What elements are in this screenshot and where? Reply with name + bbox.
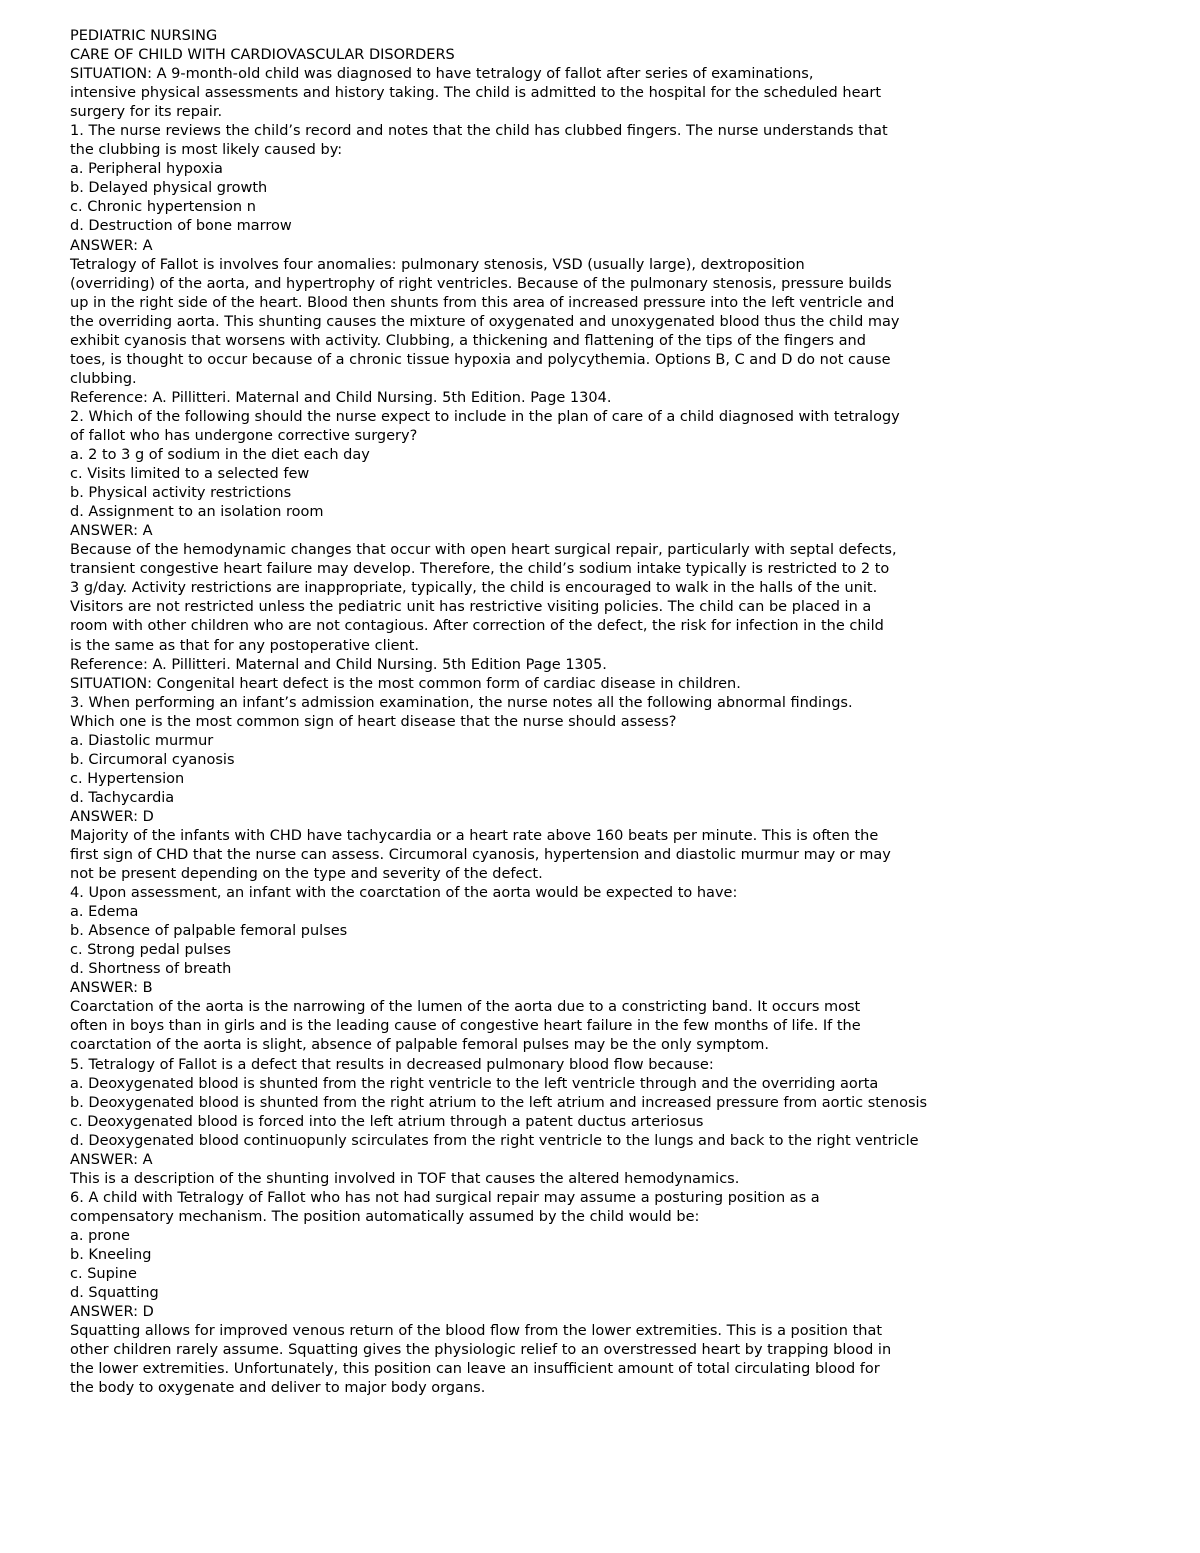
text-line: b. Deoxygenated blood is shunted from the right atrium to the left atrium and increased pressure from aortic stenosis (70, 1094, 928, 1111)
text-line: a. Edema (70, 904, 139, 921)
text-line: d. Squatting (70, 1285, 159, 1302)
text-line: CARE OF CHILD WITH CARDIOVASCULAR DISORDERS (70, 47, 455, 64)
text-line: a. Deoxygenated blood is shunted from the right ventricle to the left ventricle through and the overriding aorta (70, 1075, 879, 1092)
text-line: first sign of CHD that the nurse can assess. Circumoral cyanosis, hypertension and diastolic murmur may or may (70, 847, 891, 864)
text-line: the lower extremities. Unfortunately, this position can leave an insufficient amount of total circulating blood for (70, 1361, 880, 1378)
text-line: SITUATION: A 9-month-old child was diagnosed to have tetralogy of fallot after series of examinations, (70, 66, 814, 83)
text-line: Squatting allows for improved venous return of the blood flow from the lower extremities. This is a position that (70, 1323, 883, 1340)
text-line: (overriding) of the aorta, and hypertrophy of right ventricles. Because of the pulmonary stenosis, pressure builds (70, 275, 892, 292)
text-line: Because of the hemodynamic changes that occur with open heart surgical repair, particularly with septal defects, (70, 542, 897, 559)
text-line: c. Strong pedal pulses (70, 942, 231, 959)
text-line: clubbing. (70, 370, 137, 387)
text-line: b. Delayed physical growth (70, 180, 268, 197)
text-line: Reference: A. Pillitteri. Maternal and Child Nursing. 5th Edition. Page 1304. (70, 389, 612, 406)
text-line: 3. When performing an infant’s admission examination, the nurse notes all the following abnormal findings. (70, 694, 853, 711)
text-line: This is a description of the shunting involved in TOF that causes the altered hemodynamics. (70, 1170, 740, 1187)
text-line: c. Visits limited to a selected few (70, 466, 310, 483)
text-line: surgery for its repair. (70, 104, 223, 121)
text-line: c. Chronic hypertension n (70, 199, 256, 216)
text-line: not be present depending on the type and severity of the defect. (70, 866, 543, 883)
text-line: intensive physical assessments and history taking. The child is admitted to the hospital for the scheduled heart (70, 85, 882, 102)
text-line: ANSWER: D (70, 1304, 154, 1321)
text-line: ANSWER: A (70, 237, 153, 254)
text-line: c. Supine (70, 1266, 137, 1283)
text-line: the body to oxygenate and deliver to major body organs. (70, 1380, 486, 1397)
text-line: ANSWER: A (70, 1151, 153, 1168)
text-line: a. 2 to 3 g of sodium in the diet each day (70, 447, 370, 464)
text-line: 6. A child with Tetralogy of Fallot who has not had surgical repair may assume a posturing position as a (70, 1189, 820, 1206)
text-line: 3 g/day. Activity restrictions are inappropriate, typically, the child is encouraged to walk in the halls of the unit. (70, 580, 878, 597)
text-line: the clubbing is most likely caused by: (70, 142, 343, 159)
text-line: Tetralogy of Fallot is involves four anomalies: pulmonary stenosis, VSD (usually large), dextroposition (70, 256, 805, 273)
text-line: c. Hypertension (70, 770, 185, 787)
text-line: d. Assignment to an isolation room (70, 504, 324, 521)
text-line: d. Deoxygenated blood continuopunly scirculates from the right ventricle to the lungs and back to the right ventricle (70, 1132, 919, 1149)
text-line: d. Tachycardia (70, 789, 175, 806)
text-line: b. Circumoral cyanosis (70, 751, 235, 768)
text-line: b. Physical activity restrictions (70, 485, 292, 502)
text-line: PEDIATRIC NURSING (70, 28, 218, 44)
text-line: a. Peripheral hypoxia (70, 161, 223, 178)
document-body (70, 27, 1180, 1398)
text-line: 1. The nurse reviews the child’s record and notes that the child has clubbed fingers. The nurse understands that (70, 123, 888, 140)
text-line: 2. Which of the following should the nurse expect to include in the plan of care of a child diagnosed with tetralogy (70, 408, 900, 425)
text-line: Coarctation of the aorta is the narrowing of the lumen of the aorta due to a constricting band. It occurs most (70, 999, 861, 1016)
text-line: b. Absence of palpable femoral pulses (70, 923, 348, 940)
text-line: d. Destruction of bone marrow (70, 218, 292, 235)
text-line: is the same as that for any postoperative client. (70, 637, 420, 654)
text-line: c. Deoxygenated blood is forced into the left atrium through a patent ductus arteriosus (70, 1113, 704, 1130)
text-line: d. Shortness of breath (70, 961, 232, 978)
text-line: exhibit cyanosis that worsens with activity. Clubbing, a thickening and flattening of the tips of the fingers and (70, 332, 866, 349)
text-line: Majority of the infants with CHD have tachycardia or a heart rate above 160 beats per minute. This is often the (70, 827, 879, 844)
text-line: a. prone (70, 1227, 130, 1244)
text-line: other children rarely assume. Squatting gives the physiologic relief to an overstressed heart by trapping blood in (70, 1342, 892, 1359)
text-line: a. Diastolic murmur (70, 732, 214, 749)
text-line: ANSWER: A (70, 523, 153, 540)
text-line: Reference: A. Pillitteri. Maternal and Child Nursing. 5th Edition Page 1305. (70, 656, 607, 673)
text-line: SITUATION: Congenital heart defect is the most common form of cardiac disease in children. (70, 675, 741, 692)
text-line: 4. Upon assessment, an infant with the coarctation of the aorta would be expected to have: (70, 885, 738, 902)
text-line: 5. Tetralogy of Fallot is a defect that results in decreased pulmonary blood flow because: (70, 1056, 714, 1073)
text-line: transient congestive heart failure may develop. Therefore, the child’s sodium intake typically is restricted to 2 to (70, 561, 890, 578)
text-line: ANSWER: D (70, 808, 154, 825)
text-line: of fallot who has undergone corrective surgery? (70, 427, 418, 444)
text-line: up in the right side of the heart. Blood then shunts from this area of increased pressure into the left ventricle and (70, 294, 895, 311)
text-line: coarctation of the aorta is slight, absence of palpable femoral pulses may be the only symptom. (70, 1037, 770, 1054)
text-line: often in boys than in girls and is the leading cause of congestive heart failure in the few months of life. If the (70, 1018, 861, 1035)
text-line: compensatory mechanism. The position automatically assumed by the child would be: (70, 1208, 700, 1225)
text-line: toes, is thought to occur because of a chronic tissue hypoxia and polycythemia. Options B, C and D do not cause (70, 351, 891, 368)
text-line: b. Kneeling (70, 1247, 152, 1263)
text-line: the overriding aorta. This shunting causes the mixture of oxygenated and unoxygenated blood thus the child may (70, 313, 900, 330)
text-line: Visitors are not restricted unless the pediatric unit has restrictive visiting policies. The child can be placed in a (70, 599, 872, 616)
text-line: Which one is the most common sign of heart disease that the nurse should assess? (70, 713, 677, 730)
text-line: ANSWER: B (70, 980, 153, 997)
text-line: room with other children who are not contagious. After correction of the defect, the risk for infection in the child (70, 618, 884, 635)
